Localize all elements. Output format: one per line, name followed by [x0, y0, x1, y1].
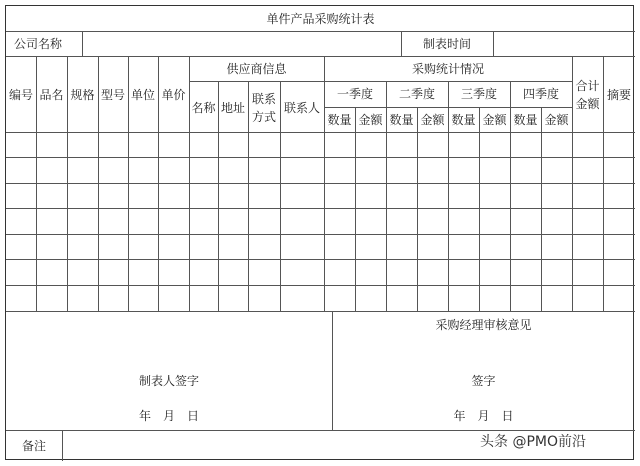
form-title: 单件产品采购统计表	[266, 12, 375, 26]
col-line-15	[479, 107, 480, 311]
company-label: 公司名称	[14, 37, 63, 51]
col-price: 单价	[161, 88, 186, 102]
remark-label: 备注	[21, 439, 46, 453]
q2-amount: 金额	[420, 113, 445, 127]
manager-date: 年 月 日	[453, 409, 514, 423]
date-label-right	[493, 31, 494, 56]
date-label: 制表时间	[422, 37, 471, 51]
watermark-text: 头条 @PMO前沿	[480, 434, 586, 450]
col-line-7	[218, 81, 219, 311]
line-under-supplier-group	[189, 81, 324, 82]
line-under-title	[6, 31, 635, 32]
q1-header: 一季度	[336, 87, 373, 101]
q1-qty: 数量	[327, 113, 352, 127]
col-line-11	[355, 107, 356, 311]
col-supplier-name: 名称	[191, 101, 216, 115]
col-product: 品名	[39, 88, 64, 102]
q2-qty: 数量	[389, 113, 414, 127]
supplier-group-header: 供应商信息	[226, 62, 287, 76]
col-line-6	[189, 56, 190, 311]
manager-opinion-label: 采购经理审核意见	[435, 318, 532, 332]
q4-header: 四季度	[522, 87, 559, 101]
col-line-17	[541, 107, 542, 311]
company-divider	[82, 31, 83, 56]
col-unit: 单位	[130, 88, 155, 102]
q3-amount: 金额	[482, 113, 507, 127]
remark-divider	[62, 430, 63, 461]
col-supplier-address: 地址	[220, 101, 245, 115]
col-total-1: 合计	[575, 79, 600, 93]
q4-qty: 数量	[513, 113, 538, 127]
col-supplier-contact-1: 联系	[251, 92, 276, 106]
col-model: 型号	[100, 88, 125, 102]
col-id: 编号	[8, 88, 33, 102]
col-line-13	[417, 107, 418, 311]
q3-qty: 数量	[451, 113, 476, 127]
q4-amount: 金额	[544, 113, 569, 127]
col-supplier-contact-2: 方式	[251, 110, 276, 124]
q2-header: 二季度	[398, 87, 435, 101]
q3-header: 三季度	[460, 87, 497, 101]
preparer-date: 年 月 日	[138, 409, 199, 423]
col-total-2: 金额	[575, 97, 600, 111]
manager-signature: 签字	[471, 374, 496, 388]
col-line-18	[572, 56, 573, 311]
col-supplier-person: 联系人	[283, 101, 320, 115]
line-under-company	[6, 56, 635, 57]
col-spec: 规格	[70, 88, 95, 102]
preparer-signature: 制表人签字	[138, 374, 199, 388]
col-summary: 摘要	[606, 88, 631, 102]
q1-amount: 金额	[358, 113, 383, 127]
col-line-9	[280, 81, 281, 311]
row-line-7	[6, 311, 635, 312]
purchase-group-header: 采购统计情况	[411, 62, 484, 76]
purchase-statistics-form	[5, 5, 634, 460]
